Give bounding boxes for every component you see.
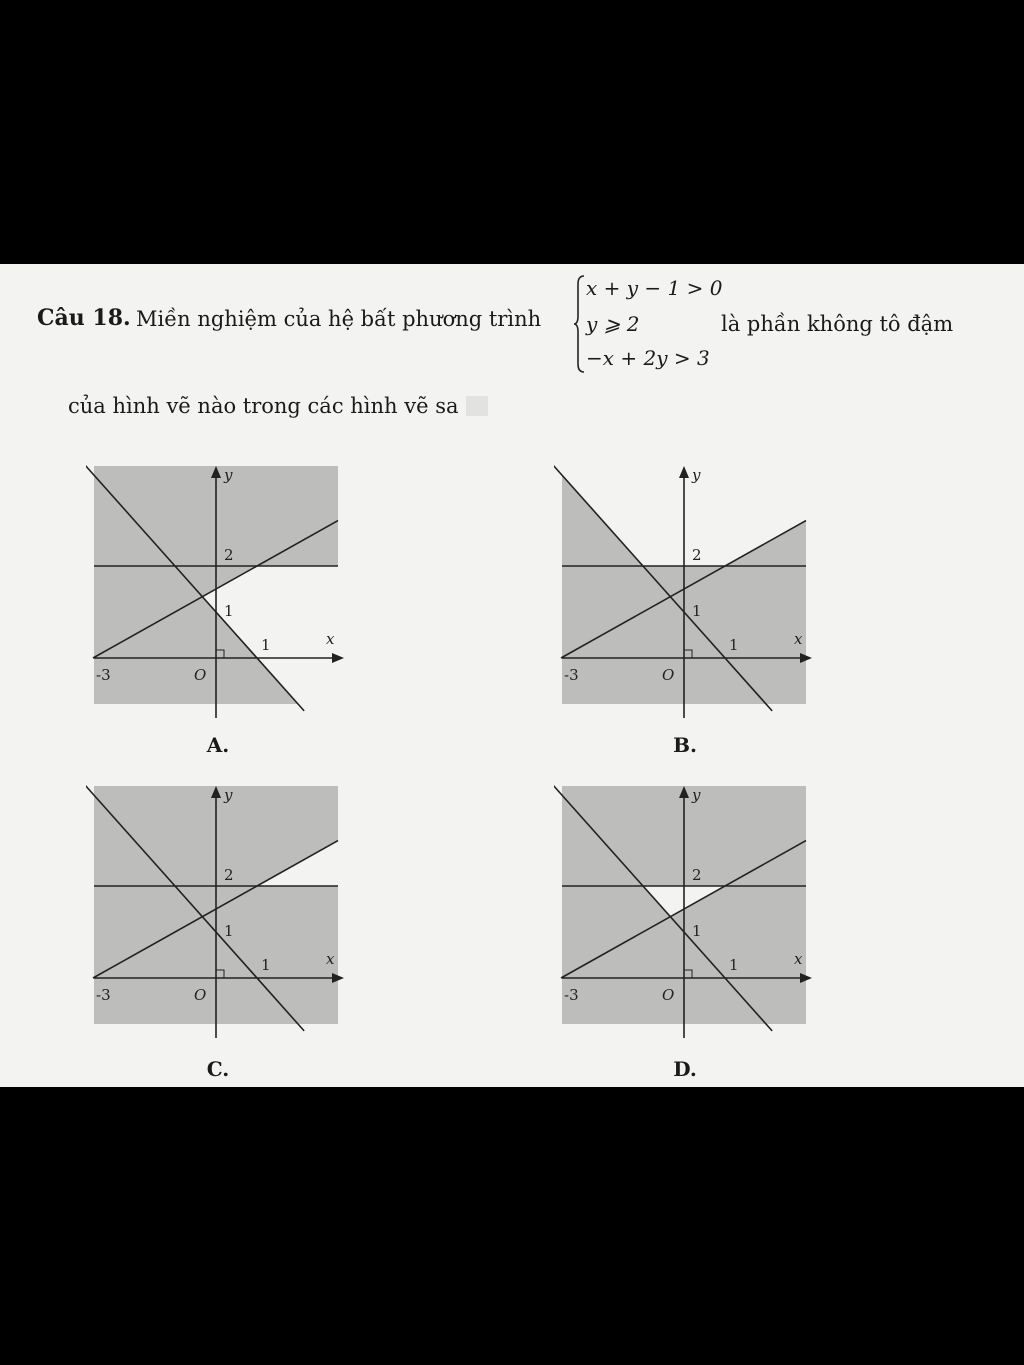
x-axis-label: x [794, 950, 803, 968]
tick-label-1-y: 1 [224, 922, 234, 940]
graph-option-a[interactable] [86, 458, 346, 718]
coordinate-plane-c [86, 778, 346, 1038]
question-label: Câu 18. [37, 305, 131, 331]
question-text-after: là phần không tô đậm [721, 312, 954, 336]
tick-label-1-y: 1 [692, 602, 702, 620]
option-b-label[interactable]: B. [673, 733, 697, 757]
tick-label-1-x: 1 [261, 636, 271, 654]
brace-icon [574, 274, 586, 374]
y-axis-label: y [692, 466, 701, 484]
graph-option-b[interactable] [554, 458, 814, 718]
y-axis-label: y [692, 786, 701, 804]
option-c-label[interactable]: C. [206, 1057, 230, 1081]
question-text: Miền nghiệm của hệ bất phương trình [136, 307, 542, 331]
tick-label-2: 2 [692, 546, 702, 564]
tick-label-2: 2 [692, 866, 702, 884]
inequality-system [574, 274, 723, 374]
graph-option-d[interactable] [554, 778, 814, 1038]
coordinate-plane-d [554, 778, 814, 1038]
tick-label-neg3: -3 [564, 666, 579, 684]
tick-label-1-x: 1 [261, 956, 271, 974]
cut-off-mark [466, 396, 488, 416]
y-axis-label: y [224, 466, 233, 484]
y-axis-label: y [224, 786, 233, 804]
origin-label: O [194, 986, 207, 1004]
graph-option-c[interactable] [86, 778, 346, 1038]
tick-label-neg3: -3 [96, 986, 111, 1004]
coordinate-plane-b [554, 458, 814, 718]
tick-label-neg3: -3 [96, 666, 111, 684]
x-axis-label: x [326, 630, 335, 648]
tick-label-neg3: -3 [564, 986, 579, 1004]
tick-label-1-x: 1 [729, 956, 739, 974]
x-axis-label: x [794, 630, 803, 648]
tick-label-2: 2 [224, 866, 234, 884]
origin-label: O [194, 666, 207, 684]
question-text-line2: của hình vẽ nào trong các hình vẽ sa [68, 394, 459, 418]
tick-label-1-x: 1 [729, 636, 739, 654]
tick-label-2: 2 [224, 546, 234, 564]
coordinate-plane-a [86, 458, 346, 718]
origin-label: O [662, 666, 675, 684]
origin-label: O [662, 986, 675, 1004]
option-a-label[interactable]: A. [206, 733, 230, 757]
option-d-label[interactable]: D. [673, 1057, 697, 1081]
inequality-1: x + y − 1 > 0 [586, 276, 723, 300]
tick-label-1-y: 1 [692, 922, 702, 940]
inequality-2: y ⩾ 2 [586, 312, 640, 336]
inequality-3: −x + 2y > 3 [586, 346, 710, 370]
tick-label-1-y: 1 [224, 602, 234, 620]
x-axis-label: x [326, 950, 335, 968]
